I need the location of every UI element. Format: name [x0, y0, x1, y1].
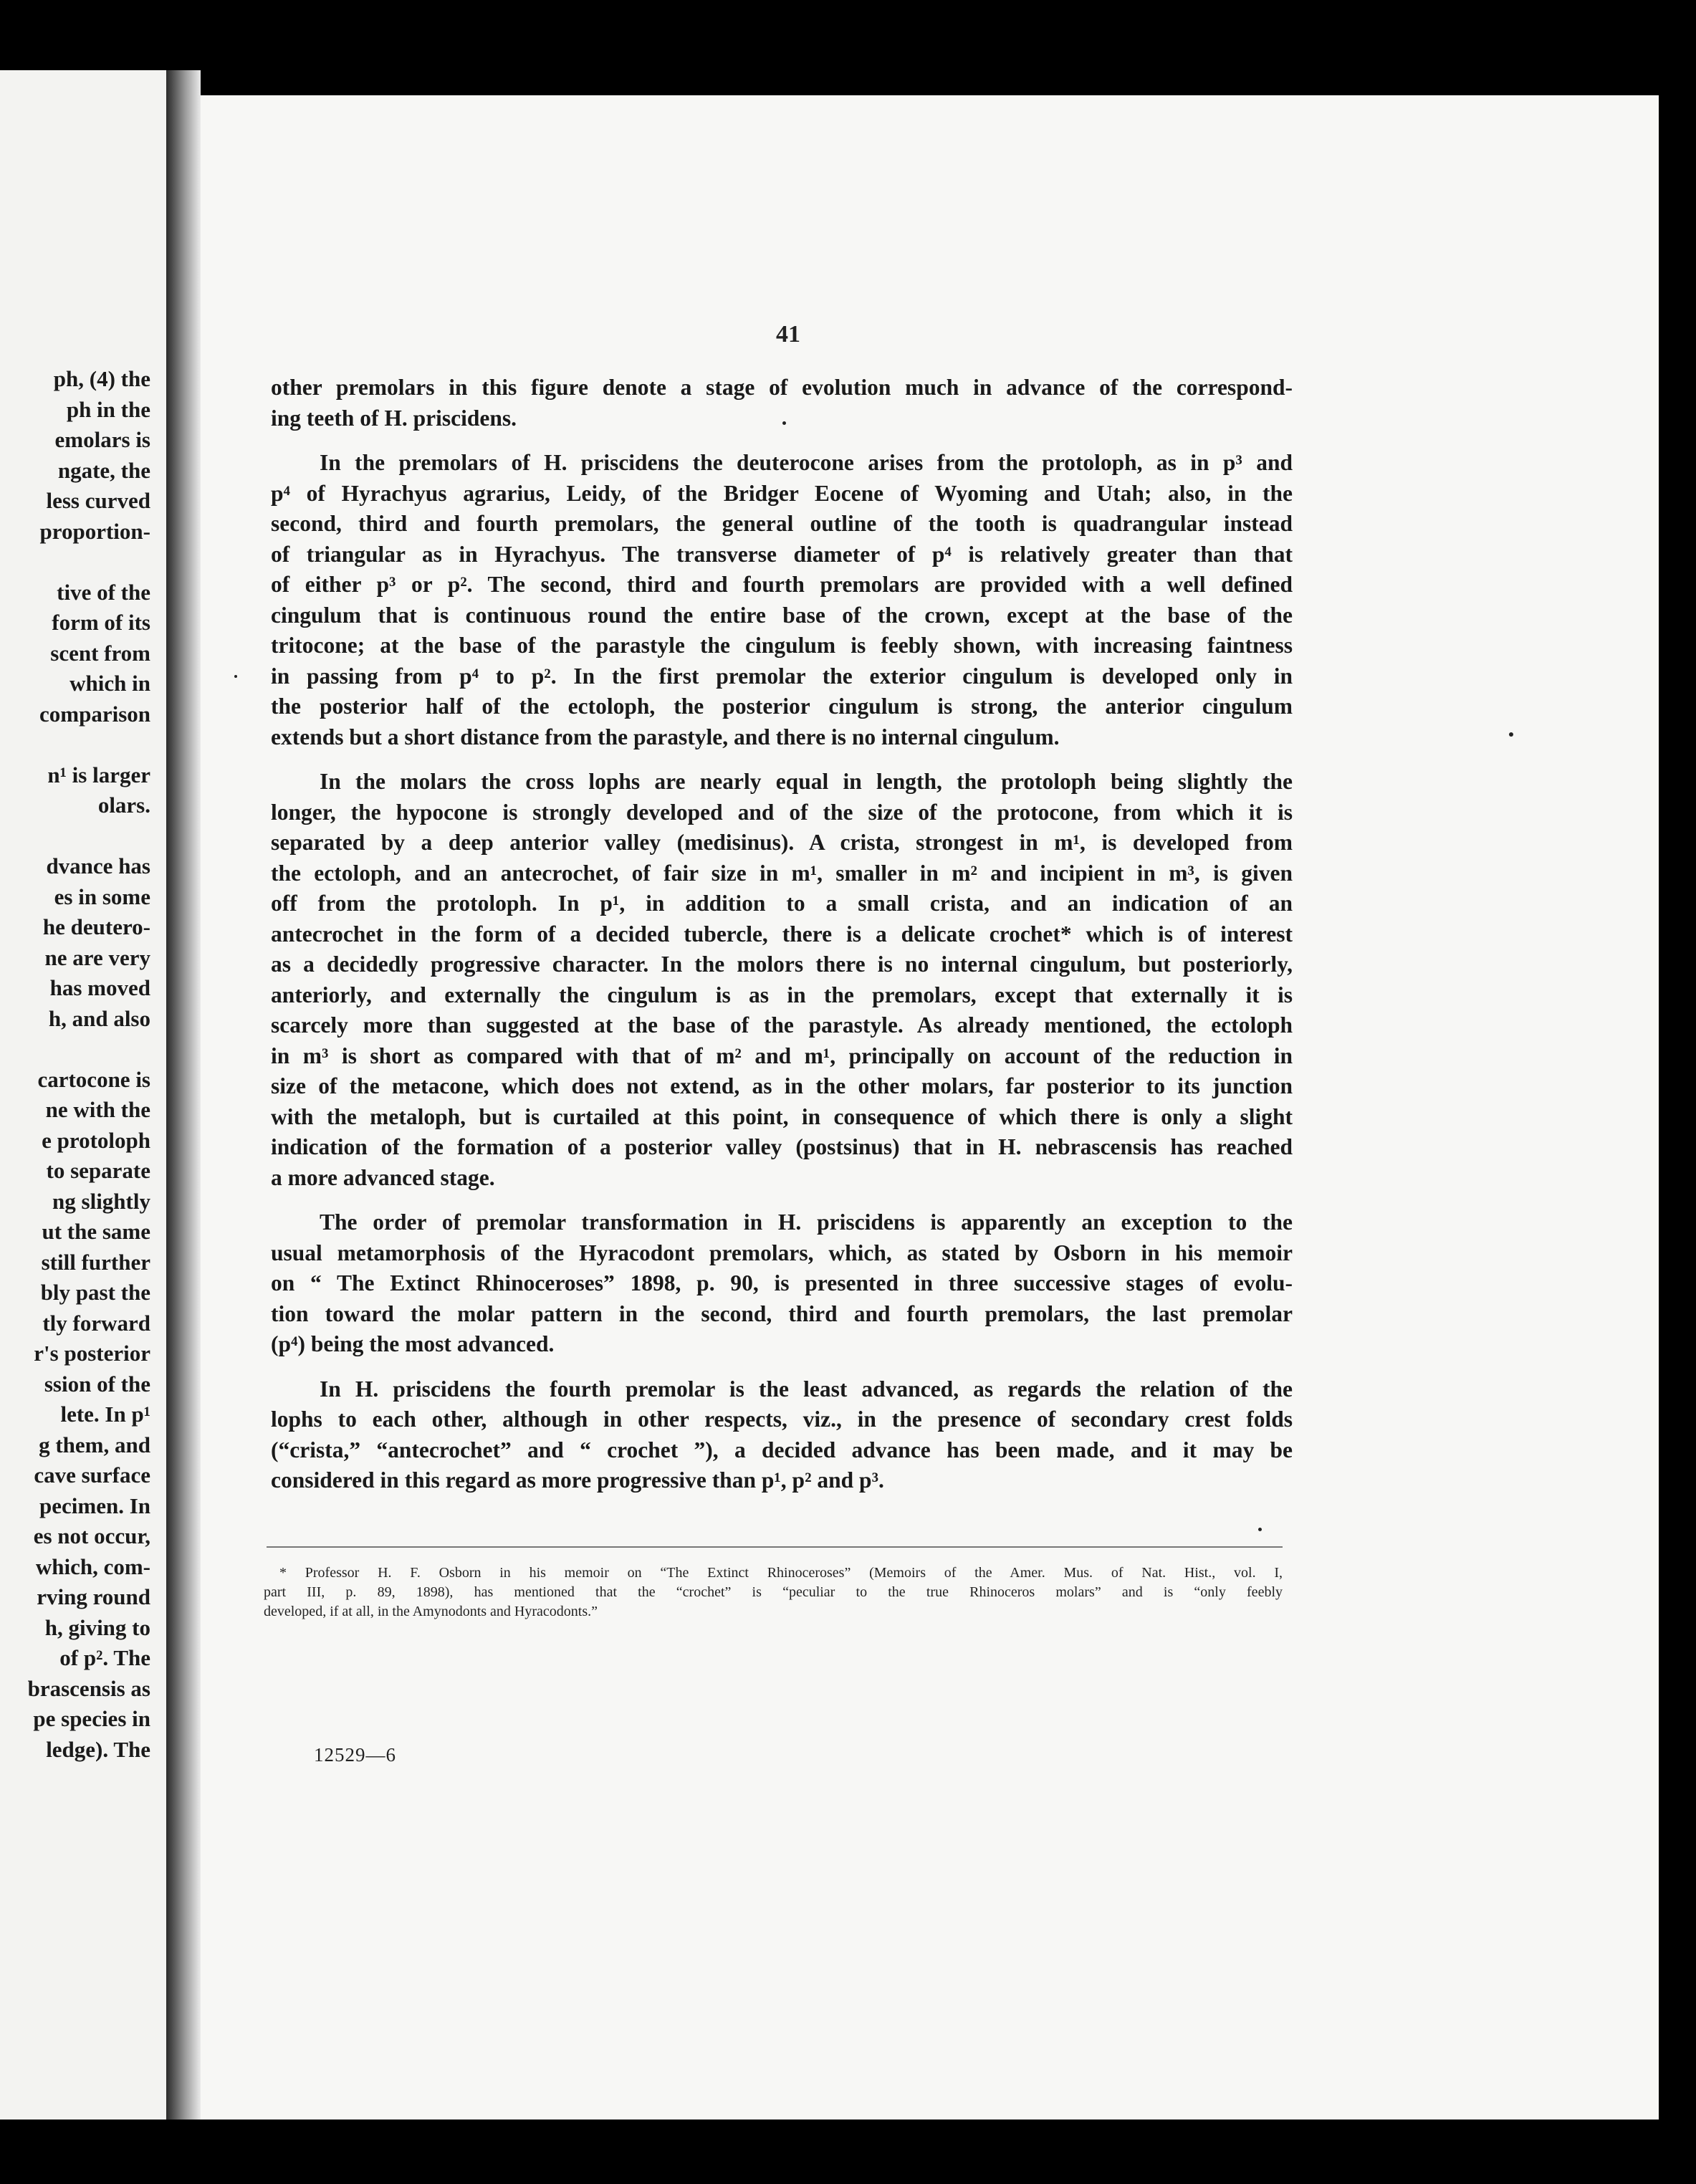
text-line: (p⁴) being the most advanced.: [271, 1331, 555, 1356]
text-line: considered in this regard as more progressive than p¹, p² and p³.: [271, 1467, 884, 1493]
left-line: ngate, the: [57, 457, 150, 483]
text-line: usual metamorphosis of the Hyracodont premolars, which, as stated by Osborn in his memoir: [271, 1240, 1293, 1265]
text-line: of triangular as in Hyrachyus. The transverse diameter of p⁴ is relatively greater than that: [271, 541, 1293, 567]
text-line: extends but a short distance from the parastyle, and there is no internal cingulum.: [271, 724, 1060, 749]
text-line: cingulum that is continuous round the entire base of the crown, except at the base of the: [271, 602, 1293, 628]
text-line: tritocone; at the base of the parastyle the cingulum is feebly shown, with increasing faintness: [271, 633, 1293, 658]
text-line: lophs to each other, although in other respects, viz., in the presence of secondary crest folds: [271, 1407, 1293, 1432]
left-line: tly forward: [42, 1310, 150, 1336]
text-line: tion toward the molar pattern in the second, third and fourth premolars, the last premolar: [271, 1301, 1293, 1326]
text-line: indication of the formation of a posterior valley (postsinus) that in H. nebrascensis has reached: [271, 1134, 1293, 1159]
text-line: The order of premolar transformation in H. priscidens is apparently an exception to the: [320, 1210, 1293, 1235]
text-line: off from the protoloph. In p¹, in addition to a small crista, and an indication of an: [271, 891, 1293, 916]
left-line: scent from: [50, 640, 150, 666]
text-line: p⁴ of Hyrachyus agrarius, Leidy, of the Bridger Eocene of Wyoming and Utah; also, in the: [271, 480, 1293, 506]
text-line: anteriorly, and externally the cingulum is as in the premolars, except that externally it is: [271, 982, 1293, 1007]
text-line: size of the metacone, which does not extend, as in the other molars, far posterior to its junction: [271, 1073, 1293, 1098]
left-page-text: [0, 364, 166, 1765]
left-line: h, giving to: [44, 1614, 150, 1640]
left-line: less curved: [46, 488, 150, 513]
text-line: as a decidedly progressive character. In the molors there is no internal cingulum, but posteriorly,: [271, 952, 1293, 977]
left-line-gap: [0, 1034, 166, 1065]
left-line: pecimen. In: [39, 1493, 150, 1518]
left-line: ssion of the: [44, 1371, 150, 1397]
left-line: ph, (4) the: [53, 366, 150, 391]
paragraph-1: [271, 373, 1293, 434]
paragraph-3: [271, 767, 1293, 1193]
footnote-rule: [267, 1546, 1283, 1548]
left-line: which, com-: [35, 1553, 150, 1579]
left-line-gap: [0, 547, 166, 578]
left-line: has moved: [49, 975, 150, 1000]
body-text: [271, 373, 1293, 1496]
left-line: brascensis as: [27, 1675, 150, 1701]
left-line: ne are very: [44, 944, 150, 970]
scan-speck: [1509, 732, 1513, 737]
left-line: g them, and: [39, 1432, 150, 1457]
left-line: e protoloph: [42, 1127, 150, 1153]
left-page-fragment: [0, 70, 166, 2120]
left-line: rving round: [37, 1584, 150, 1609]
text-line: the posterior half of the ectoloph, the posterior cingulum is strong, the anterior cingulum: [271, 694, 1293, 719]
footnote: [264, 1563, 1283, 1622]
left-line: olars.: [97, 792, 150, 818]
left-line: emolars is: [54, 427, 150, 452]
left-line: ledge). The: [46, 1736, 150, 1762]
left-line: ne with the: [45, 1097, 150, 1122]
scan-speck: [1258, 1528, 1262, 1531]
left-line: form of its: [52, 610, 150, 635]
text-line: the ectoloph, and an antecrochet, of fair size in m¹, smaller in m² and incipient in m³, is given: [271, 860, 1293, 886]
left-line: es in some: [54, 883, 150, 909]
text-line: a more advanced stage.: [271, 1164, 495, 1190]
text-line: (“crista,” “antecrochet” and “ crochet ”), a decided advance has been made, and it may be: [271, 1437, 1293, 1462]
left-line-gap: [0, 821, 166, 852]
left-line-gap: [0, 729, 166, 760]
page-number: 41: [776, 321, 800, 348]
text-line: other premolars in this figure denote a stage of evolution much in advance of the correspond-: [271, 375, 1293, 400]
left-line: ng slightly: [52, 1188, 150, 1214]
left-line: which in: [70, 671, 150, 696]
left-line: bly past the: [40, 1280, 150, 1305]
text-line: In the premolars of H. priscidens the deuterocone arises from the protoloph, as in p³ and: [320, 450, 1293, 475]
left-line: he deutero-: [42, 914, 150, 939]
left-line: cave surface: [34, 1462, 150, 1488]
text-line: in passing from p⁴ to p². In the first premolar the exterior cingulum is developed only in: [271, 663, 1293, 689]
text-line: of either p³ or p². The second, third and fourth premolars are provided with a well defined: [271, 572, 1293, 597]
text-line: on “ The Extinct Rhinoceroses” 1898, p. 90, is presented in three successive stages of evolu-: [271, 1270, 1293, 1295]
text-line: with the metaloph, but is curtailed at this point, in consequence of which there is only a slight: [271, 1103, 1293, 1129]
text-line: longer, the hypocone is strongly developed and of the size of the protocone, from which it is: [271, 799, 1293, 825]
left-line: cartocone is: [37, 1066, 150, 1092]
left-line: ut the same: [42, 1219, 150, 1244]
footnote-line: developed, if at all, in the Amynodonts and Hyracodonts.”: [264, 1604, 598, 1619]
text-line: second, third and fourth premolars, the general outline of the tooth is quadrangular instead: [271, 511, 1293, 536]
paragraph-5: [271, 1374, 1293, 1496]
book-gutter: [166, 70, 201, 2120]
text-line: in m³ is short as compared with that of m² and m¹, principally on account of the reduction in: [271, 1043, 1293, 1068]
left-line: n¹ is larger: [47, 762, 150, 787]
signature-mark: 12529—6: [314, 1744, 396, 1766]
left-line: still further: [41, 1249, 150, 1275]
text-line: ing teeth of H. priscidens.: [271, 405, 517, 431]
left-line: h, and also: [48, 1005, 150, 1031]
left-line: ph in the: [66, 396, 150, 422]
left-line: dvance has: [46, 853, 150, 878]
left-line: proportion-: [39, 518, 150, 544]
paragraph-4: [271, 1207, 1293, 1360]
text-line: In H. priscidens the fourth premolar is the least advanced, as regards the relation of the: [320, 1376, 1293, 1402]
paragraph-2: [271, 448, 1293, 752]
left-line: comparison: [39, 701, 150, 727]
left-line: of p². The: [59, 1645, 150, 1670]
footnote-line: part III, p. 89, 1898), has mentioned that the “crochet” is “peculiar to the true Rhinoceros molars” and is “only feebly: [264, 1584, 1283, 1600]
left-line: pe species in: [33, 1706, 150, 1731]
footnote-line: * Professor H. F. Osborn in his memoir on “The Extinct Rhinoceroses” (Memoirs of the Amer. Mus. of Nat. Hist., vol. I,: [279, 1565, 1283, 1581]
scan-speck: [782, 421, 786, 425]
text-line: separated by a deep anterior valley (medisinus). A crista, strongest in m¹, is developed from: [271, 830, 1293, 855]
left-line: lete. In p¹: [60, 1402, 150, 1427]
left-line: to separate: [46, 1158, 150, 1183]
text-line: In the molars the cross lophs are nearly equal in length, the protoloph being slightly the: [320, 769, 1293, 794]
left-line: es not occur,: [33, 1523, 150, 1548]
scan-speck: [234, 675, 237, 678]
left-line: r's posterior: [34, 1341, 150, 1366]
left-line: tive of the: [57, 579, 150, 605]
text-line: antecrochet in the form of a decided tubercle, there is a delicate crochet* which is of interest: [271, 921, 1293, 947]
text-line: scarcely more than suggested at the base of the parastyle. As already mentioned, the ectoloph: [271, 1012, 1293, 1038]
